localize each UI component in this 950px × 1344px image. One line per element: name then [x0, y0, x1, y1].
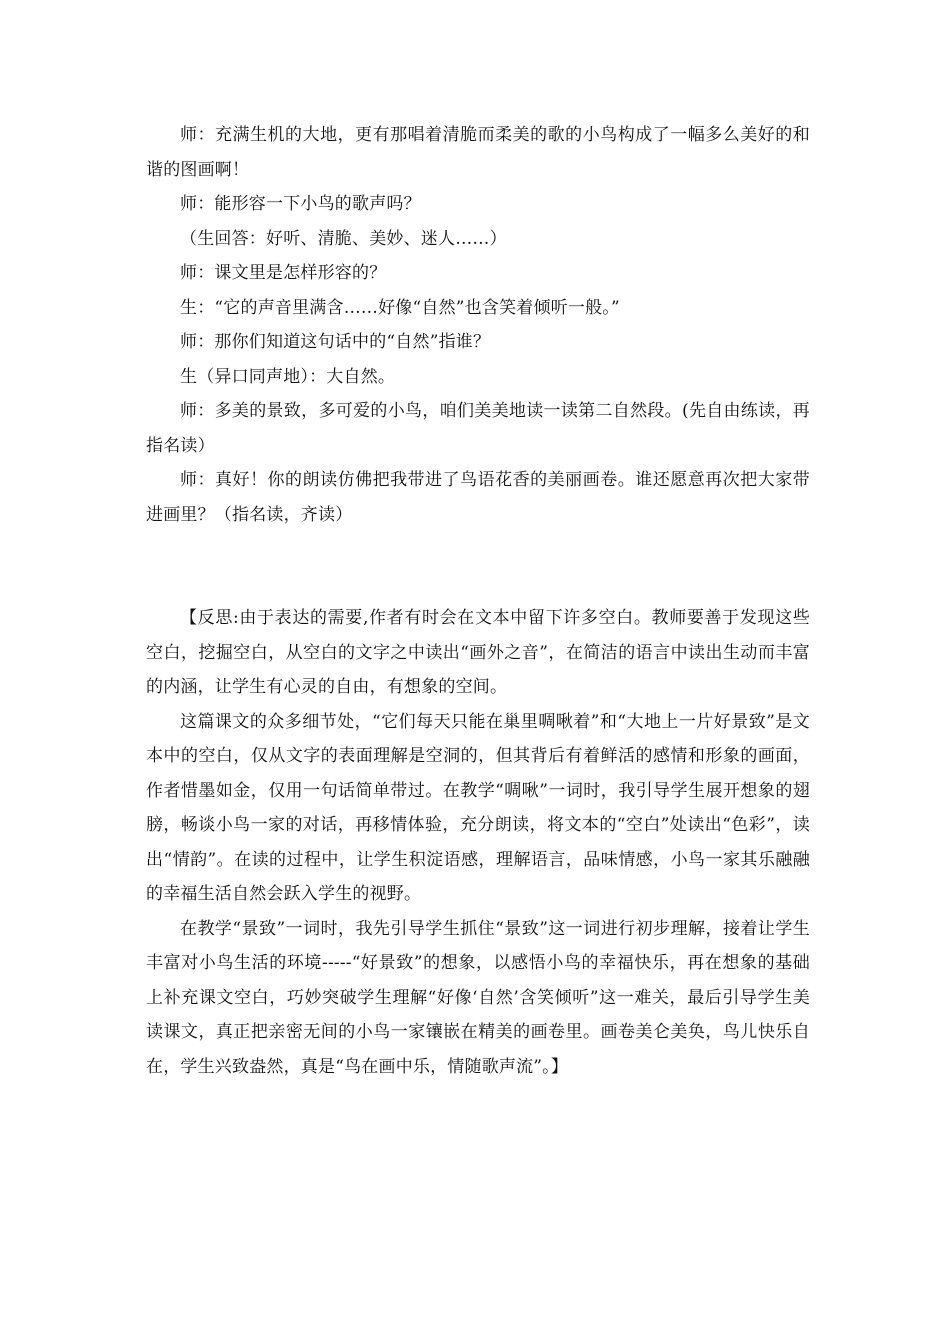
dialogue-line: 师：能形容一下小鸟的歌声吗？ — [180, 194, 421, 214]
dialogue-line: 师：真好！你的朗读仿佛把我带进了鸟语花香的美丽画卷。谁还愿意再次把大家带进画里？（指名读，齐读） — [146, 470, 810, 525]
dialogue-line: 师：课文里是怎样形容的？ — [180, 263, 387, 283]
reflection-paragraph: 【反思:由于表达的需要,作者有时会在文本中留下许多空白。教师要善于发现这些空白，挖掘空白，从空白的文字之中读出“画外之音”，在简洁的语言中读出生动而丰富的内涵，让学生有心灵的自由，有想象的空间。 — [146, 608, 810, 697]
reflection-paragraph: 在教学“景致”一词时，我先引导学生抓住“景致”这一词进行初步理解，接着让学生丰富对小鸟生活的环境-----“好景致”的想象，以感悟小鸟的幸福快乐，再在想象的基础上补充课文空白，巧妙突破学生理解“好像‘自然’含笑倾听”这一难关，最后引导学生美读课文，真正把亲密无间的小鸟一家镶嵌在精美的画卷里。画卷美仑美奂，鸟儿快乐自在，学生兴致盎然，真是“鸟在画中乐，情随歌声流”。】 — [146, 918, 810, 1077]
dialogue-line: 师：那你们知道这句话中的“自然”指谁？ — [180, 332, 491, 352]
reflection-section — [146, 601, 810, 1084]
dialogue-line: 师：充满生机的大地，更有那唱着清脆而柔美的歌的小鸟构成了一幅多么美好的和谐的图画啊！ — [146, 125, 810, 180]
dialogue-line: （生回答：好听、清脆、美妙、迷人……） — [180, 228, 507, 249]
reflection-paragraph: 这篇课文的众多细节处，“它们每天只能在巢里啁啾着”和“大地上一片好景致”是文本中的空白，仅从文字的表面理解是空洞的，但其背后有着鲜活的感情和形象的画面，作者惜墨如金，仅用一句话简单带过。在教学“啁啾”一词时，我引导学生展开想象的翅膀，畅谈小鸟一家的对话，再移情体验，充分朗读，将文本的“空白”处读出“色彩”，读出“情韵”。在读的过程中，让学生积淀语感，理解语言，品味情感，小鸟一家其乐融融的幸福生活自然会跃入学生的视野。 — [146, 711, 810, 904]
dialogue-line: 生（异口同声地）：大自然。 — [180, 366, 396, 387]
dialogue-line: 生：“它的声音里满含……好像“自然”也含笑着倾听一般。” — [180, 297, 620, 318]
dialogue-line: 师：多美的景致，多可爱的小鸟，咱们美美地读一读第二自然段。(先自由练读，再指名读） — [146, 401, 810, 456]
classroom-dialogue — [146, 118, 810, 532]
